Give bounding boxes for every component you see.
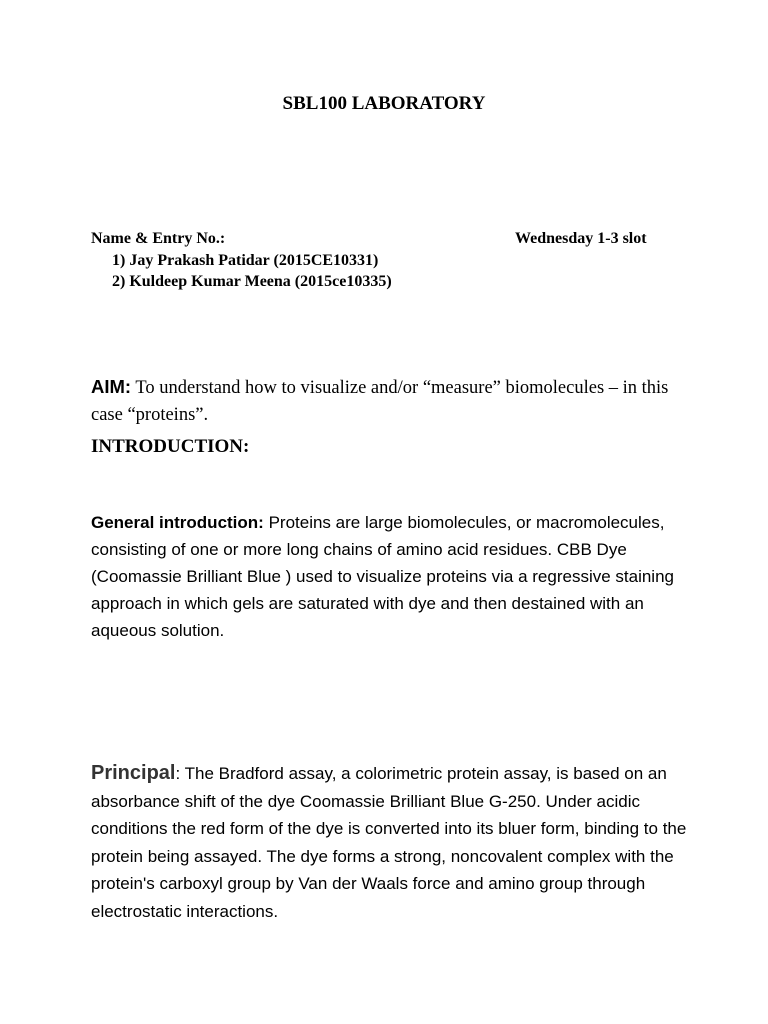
- introduction-heading: INTRODUCTION:: [91, 436, 250, 457]
- principal-paragraph: [91, 760, 691, 925]
- aim-label: AIM:: [91, 376, 132, 397]
- aim-text: To understand how to visualize and/or “measure” biomolecules – in this case “proteins”.: [91, 378, 669, 425]
- principal-label: Principal: [91, 762, 176, 784]
- member-item: 1) Jay Prakash Patidar (2015CE10331): [112, 252, 379, 269]
- general-introduction-paragraph: [91, 509, 691, 644]
- name-entry-label: Name & Entry No.:: [91, 230, 226, 247]
- member-item: 2) Kuldeep Kumar Meena (2015ce10335): [112, 273, 392, 290]
- general-introduction-text: Proteins are large biomolecules, or macromolecules, consisting of one or more long chains of amino acid residues. CBB Dye (Coomassie Brilliant Blue ) used to visualize proteins via a regressive staining approach in which gels are saturated with dye and then destained with an aqueous solution.: [91, 513, 674, 640]
- document-title: SBL100 LABORATORY: [282, 93, 486, 114]
- general-introduction-label: General introduction:: [91, 513, 264, 532]
- aim-paragraph: [91, 373, 691, 429]
- member-list: [112, 250, 392, 292]
- principal-text: : The Bradford assay, a colorimetric protein assay, is based on an absorbance shift of the dye Coomassie Brilliant Blue G-250. Under acidic conditions the red form of the dye is converted into its bluer form, binding to the protein being assayed. The dye forms a strong, noncovalent complex with the protein's carboxyl group by Van der Waals force and amino group through electrostatic interactions.: [91, 764, 687, 921]
- slot-label: Wednesday 1-3 slot: [515, 230, 647, 247]
